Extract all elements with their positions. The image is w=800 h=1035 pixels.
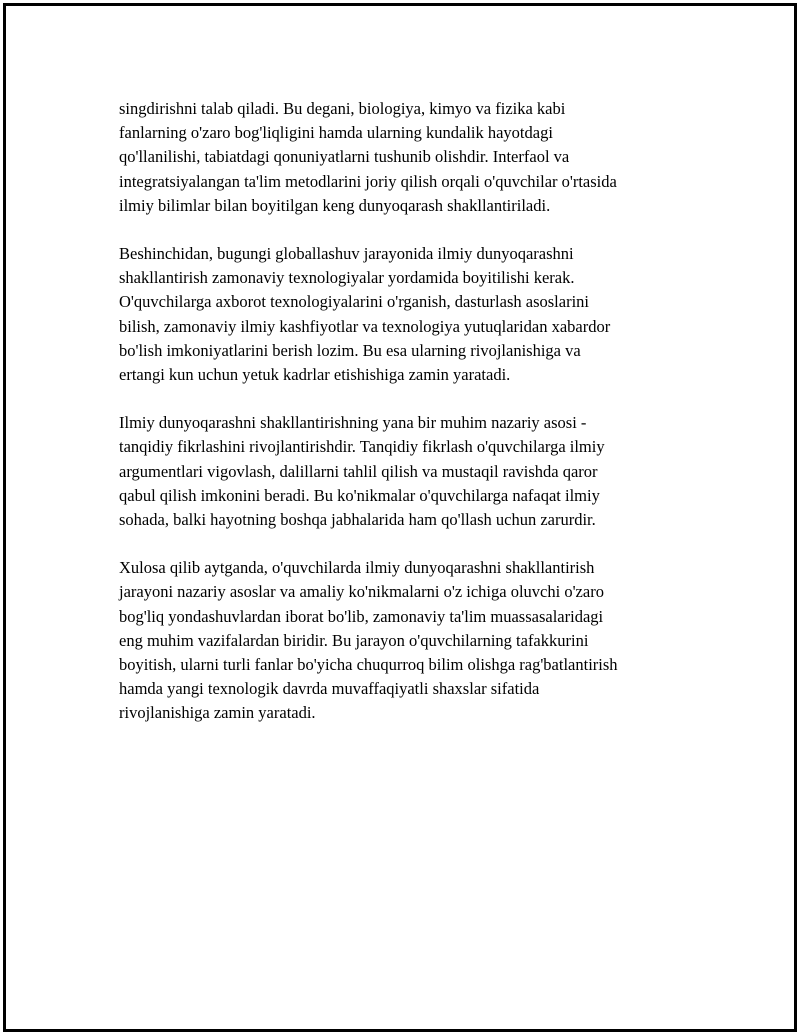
paragraph-3: Ilmiy dunyoqarashni shakllantirishning yana bir muhim nazariy asosi - tanqidiy fikrlashini rivojlantirishdir. Tanqidiy fikrlash o'quvchilarga ilmiy argumentlari vigovlash, dalillarni tahlil qilish va mustaqil ravishda qaror qabul qilish imkonini beradi. Bu ko'nikmalar o'quvchilarga nafaqat ilmiy sohada, balki hayotning boshqa jabhalarida ham qo'llash uchun zarurdir. bbox=[119, 413, 605, 530]
paragraph-4: Xulosa qilib aytganda, o'quvchilarda ilmiy dunyoqarashni shakllantirish jarayoni nazariy asoslar va amaliy ko'nikmalarni o'z ichiga oluvchi o'zaro bog'liq yondashuvlardan iborat bo'lib, zamonaviy ta'lim muassasalaridagi eng muhim vazifalardan biridir. Bu jarayon o'quvchilarning tafakkurini boyitish, ularni turli fanlar bo'yicha chuqurroq bilim olishga rag'batlantirish hamda yangi texnologik davrda muvaffaqiyatli shaxslar sifatida rivojlanishiga zamin yaratadi. bbox=[119, 558, 618, 723]
paragraph-2: Beshinchidan, bugungi globallashuv jarayonida ilmiy dunyoqarashni shakllantirish zamonaviy texnologiyalar yordamida boyitilishi kerak. O'quvchilarga axborot texnologiyalarini o'rganish, dasturlash asoslarini bilish, zamonaviy ilmiy kashfiyotlar va texnologiya yutuqlaridan xabardor bo'lish imkoniyatlarini berish lozim. Bu esa ularning rivojlanishiga va ertangi kun uchun yetuk kadrlar etishishiga zamin yaratadi. bbox=[119, 244, 611, 385]
document-body bbox=[119, 97, 699, 750]
paragraph-1: singdirishni talab qiladi. Bu degani, biologiya, kimyo va fizika kabi fanlarning o'zaro bog'liqligini hamda ularning kundalik hayotdagi qo'llanilishi, tabiatdagi qonuniyatlarni tushunib olishdir. Interfaol va integratsiyalangan ta'lim metodlarini joriy qilish orqali o'quvchilar o'rtasida ilmiy bilimlar bilan boyitilgan keng dunyoqarash shakllantiriladi. bbox=[119, 99, 617, 215]
page-frame bbox=[3, 3, 797, 1032]
